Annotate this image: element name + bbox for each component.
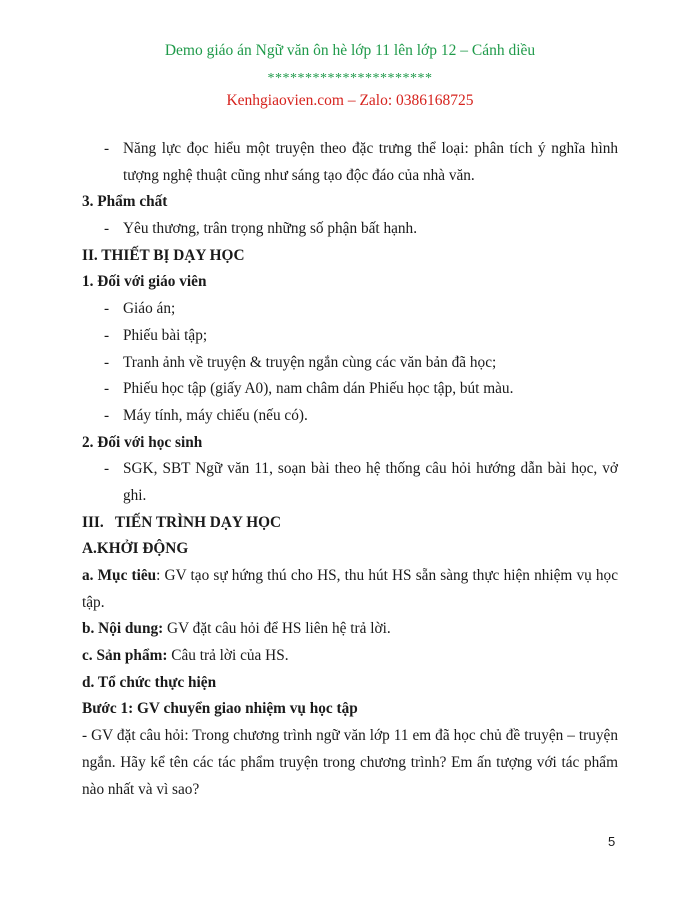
bullet-item: - Phiếu học tập (giấy A0), nam châm dán Phiếu học tập, bút màu.: [104, 380, 514, 398]
bullet-text: Phiếu bài tập;: [123, 326, 208, 344]
document-body: [82, 136, 618, 803]
subsection-heading: 2. Đối với học sinh: [82, 433, 203, 451]
header-contact: Kenhgiaovien.com – Zalo: 0386168725: [226, 92, 474, 109]
section-heading: III. TIẾN TRÌNH DẠY HỌC: [82, 513, 282, 531]
paragraph: ngắn. Hãy kể tên các tác phẩm truyện trong chương trình? Em ấn tượng với tác phẩm: [82, 753, 618, 771]
bullet-text: Phiếu học tập (giấy A0), nam châm dán Phiếu học tập, bút màu.: [123, 380, 514, 398]
subsection-heading: d. Tổ chức thực hiện: [82, 673, 217, 691]
paragraph-continuation: tập.: [82, 593, 105, 611]
bullet-item: - Yêu thương, trân trọng những số phận bất hạnh.: [104, 220, 418, 238]
bullet-item: - Tranh ảnh về truyện & truyện ngắn cùng các văn bản đã học;: [104, 353, 497, 371]
bullet-continuation: ghi.: [123, 486, 147, 504]
bullet-item: - Giáo án;: [104, 300, 176, 318]
bullet-text: Tranh ảnh về truyện & truyện ngắn cùng các văn bản đã học;: [123, 353, 497, 371]
bullet-item: - Máy tính, máy chiếu (nếu có).: [104, 406, 308, 424]
header-title: Demo giáo án Ngữ văn ôn hè lớp 11 lên lớp 12 – Cánh diều: [164, 42, 536, 59]
paragraph: a. Mục tiêu: GV tạo sự hứng thú cho HS, thu hút HS sẵn sàng thực hiện nhiệm vụ học: [82, 567, 618, 584]
bullet-item: - SGK, SBT Ngữ văn 11, soạn bài theo hệ thống câu hỏi hướng dẫn bài học, vở: [104, 460, 618, 478]
paragraph: b. Nội dung: GV đặt câu hỏi để HS liên hệ trả lời.: [82, 620, 391, 638]
paragraph: nào nhất và vì sao?: [82, 780, 200, 798]
bullet-item: - Năng lực đọc hiểu một truyện theo đặc trưng thể loại: phân tích ý nghĩa hình: [104, 140, 618, 157]
bullet-text: Yêu thương, trân trọng những số phận bất hạnh.: [123, 220, 418, 238]
section-heading: 3. Phẩm chất: [82, 193, 168, 211]
bullet-text: Máy tính, máy chiếu (nếu có).: [123, 406, 308, 424]
page-number: 5: [608, 834, 616, 849]
subsection-heading: 1. Đối với giáo viên: [82, 273, 207, 291]
section-heading: II. THIẾT BỊ DẠY HỌC: [82, 246, 245, 264]
bullet-item: - Phiếu bài tập;: [104, 326, 208, 344]
paragraph: - GV đặt câu hỏi: Trong chương trình ngữ văn lớp 11 em đã học chủ đề truyện – truyện: [82, 727, 618, 745]
section-heading: A.KHỞI ĐỘNG: [82, 540, 189, 558]
paragraph: c. Sản phẩm: Câu trả lời của HS.: [82, 647, 289, 665]
bullet-text: SGK, SBT Ngữ văn 11, soạn bài theo hệ thống câu hỏi hướng dẫn bài học, vở: [123, 460, 618, 478]
bullet-text: Năng lực đọc hiểu một truyện theo đặc trưng thể loại: phân tích ý nghĩa hình: [123, 140, 618, 157]
bullet-continuation: tượng nghệ thuật cũng như sáng tạo độc đáo của nhà văn.: [123, 166, 475, 184]
step-heading: Bước 1: GV chuyển giao nhiệm vụ học tập: [82, 700, 358, 718]
header-stars: **********************: [267, 71, 433, 86]
bullet-text: Giáo án;: [123, 300, 176, 318]
